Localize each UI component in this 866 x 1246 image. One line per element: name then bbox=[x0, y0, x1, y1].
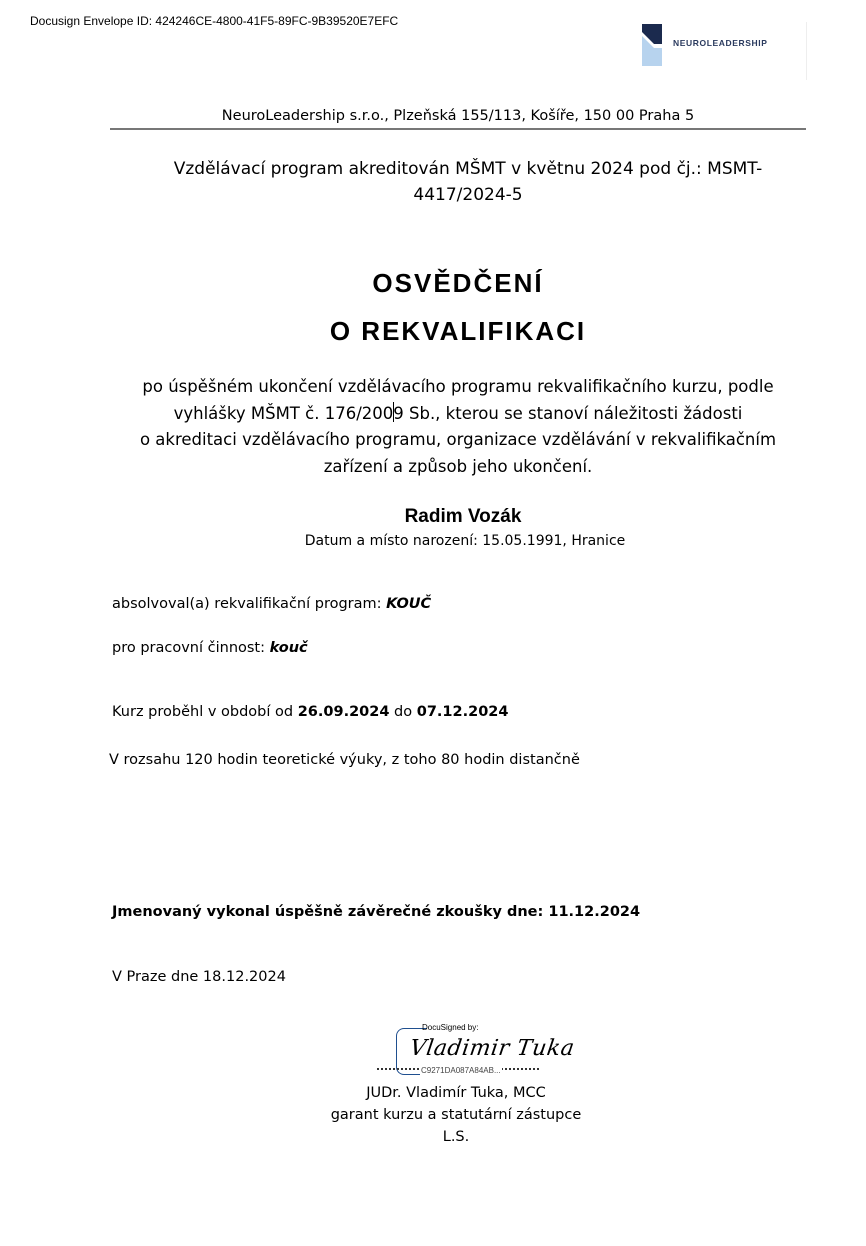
company-address: NeuroLeadership s.r.o., Plzeňská 155/113, Košíře, 150 00 Praha 5 bbox=[221, 108, 695, 124]
recipient-name: Radim Vozák bbox=[404, 506, 522, 527]
program-value: KOUČ bbox=[386, 596, 432, 612]
certificate-subtitle: O REKVALIFIKACI bbox=[329, 316, 587, 346]
accreditation-text bbox=[150, 156, 786, 208]
intro-paragraph bbox=[100, 374, 816, 480]
period-from: 26.09.2024 bbox=[297, 704, 390, 720]
intro-line-4: zařízení a způsob jeho ukončení. bbox=[323, 456, 593, 476]
activity-value: kouč bbox=[269, 640, 308, 656]
program-line bbox=[112, 596, 431, 612]
header-divider bbox=[806, 22, 807, 80]
period-to: 07.12.2024 bbox=[416, 704, 509, 720]
intro-line-2 bbox=[100, 401, 816, 428]
signature-hash: C9271DA087A84AB... bbox=[421, 1066, 501, 1075]
activity-line bbox=[112, 640, 308, 656]
header-rule bbox=[110, 128, 806, 130]
period-mid: do bbox=[389, 704, 417, 720]
activity-label: pro pracovní činnost: bbox=[112, 640, 270, 656]
docusign-envelope-id: Docusign Envelope ID: 424246CE-4800-41F5-89FC-9B39520E7EFC bbox=[30, 14, 399, 28]
logo-text: NEUROLEADERSHIP bbox=[673, 38, 768, 48]
period-prefix: Kurz proběhl v období od bbox=[112, 704, 298, 720]
signature-image: Vladimir Tuka bbox=[408, 1036, 577, 1061]
birth-info: Datum a místo narození: 15.05.1991, Hranice bbox=[304, 533, 626, 549]
intro-line-2a: vyhlášky MŠMT č. 176/200 bbox=[173, 403, 394, 423]
exam-line: Jmenovaný vykonal úspěšně závěrečné zkoušky dne: 11.12.2024 bbox=[112, 904, 641, 920]
place-date: V Praze dne 18.12.2024 bbox=[112, 969, 286, 985]
accreditation-line-2: 4417/2024-5 bbox=[413, 185, 523, 205]
intro-line-2b: 9 Sb., kterou se stanoví náležitosti žádosti bbox=[393, 403, 743, 423]
accreditation-line-1: Vzdělávací program akreditován MŠMT v květnu 2024 pod čj.: MSMT- bbox=[173, 159, 763, 179]
signer-name: JUDr. Vladimír Tuka, MCC bbox=[366, 1085, 546, 1101]
program-label: absolvoval(a) rekvalifikační program: bbox=[112, 596, 387, 612]
intro-line-1: po úspěšném ukončení vzdělávacího programu rekvalifikačního kurzu, podle bbox=[142, 377, 774, 396]
intro-line-3: o akreditaci vzdělávacího programu, organizace vzdělávání v rekvalifikačním bbox=[139, 430, 777, 449]
seal-mark: L.S. bbox=[442, 1129, 470, 1145]
certificate-title: OSVĚDČENÍ bbox=[372, 268, 544, 298]
scope-line: V rozsahu 120 hodin teoretické výuky, z toho 80 hodin distančně bbox=[109, 752, 580, 768]
period-line bbox=[112, 704, 508, 720]
signer-role: garant kurzu a statutární zástupce bbox=[330, 1107, 582, 1123]
docusigned-label: DocuSigned by: bbox=[422, 1023, 479, 1032]
